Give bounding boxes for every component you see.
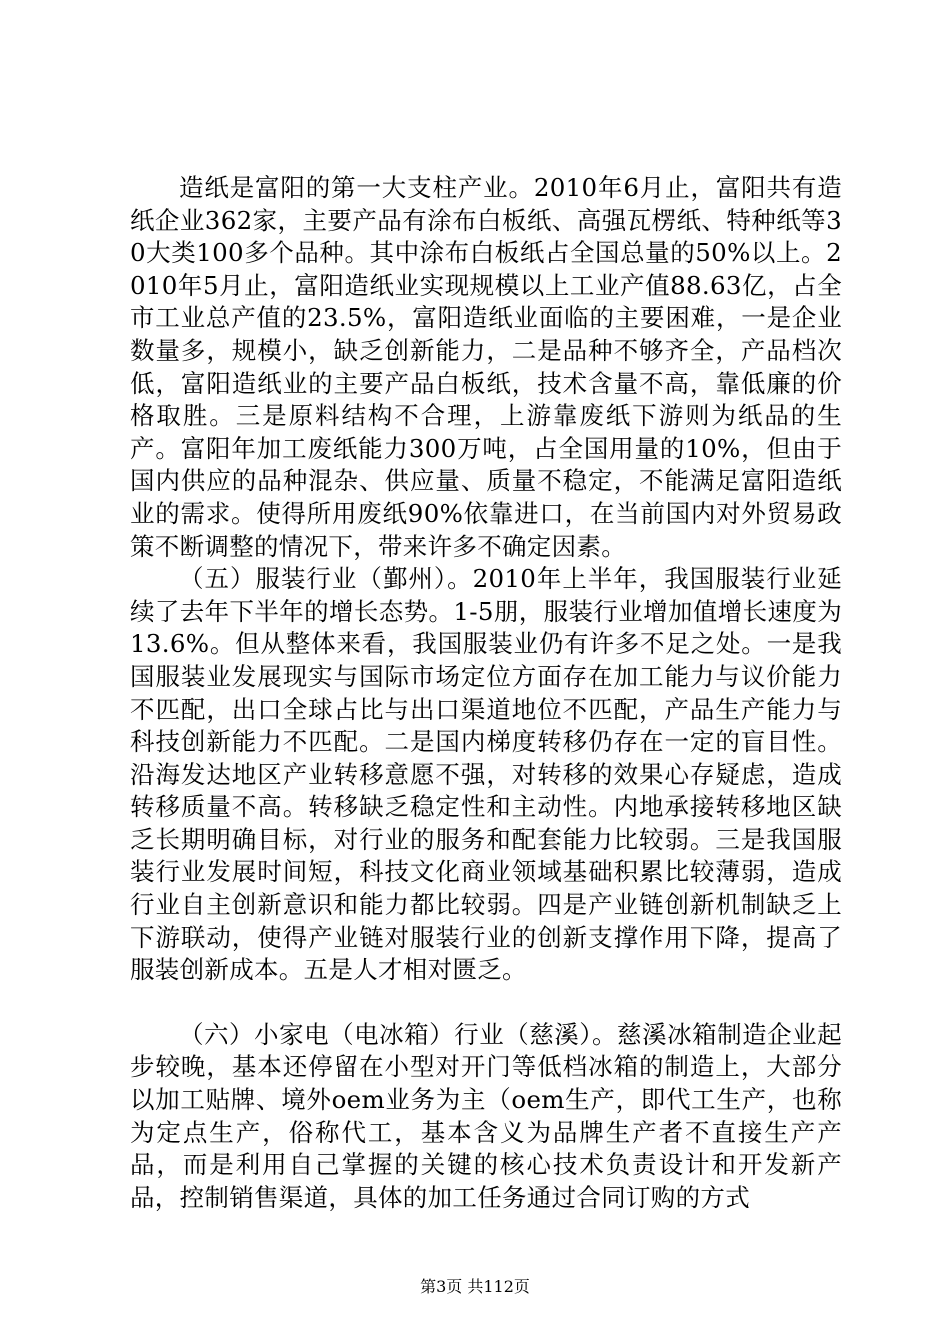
paragraph-small-appliance: （六）小家电（电冰箱）行业（慈溪）。慈溪冰箱制造企业起步较晚，基本还停留在小型对开门等低档冰箱的制造上，大部分以加工贴牌、境外oem业务为主（oem生产，即代工生产，也称为定点生产，俗称代工，基本含义为品牌生产者不直接生产产品，而是利用自己掌握的关键的核心技术负责设计和开发新产品，控制销售渠道，具体的加工任务通过合同订购的方式 <box>130 1019 842 1212</box>
page-number-footer: 第3页 共112页 <box>420 1277 530 1296</box>
document-body <box>130 172 842 1214</box>
paragraph-garment-industry: （五）服装行业（鄞州）。2010年上半年，我国服装行业延续了去年下半年的增长态势。1-5朋，服装行业增加值增长速度为13.6%。但从整体来看，我国服装业仍有许多不足之处。一是我国服装业发展现实与国际市场定位方面存在加工能力与议价能力不匹配，出口全球占比与出口渠道地位不匹配，产品生产能力与科技创新能力不匹配。二是国内梯度转移仍存在一定的盲目性。沿海发达地区产业转移意愿不强，对转移的效果心存疑虑，造成转移质量不高。转移缺乏稳定性和主动性。内地承接转移地区缺乏长期明确目标，对行业的服务和配套能力比较弱。三是我国服装行业发展时间短，科技文化商业领域基础积累比较薄弱，造成行业自主创新意识和能力都比较弱。四是产业链创新机制缺乏上下游联动，使得产业链对服装行业的创新支撑作用下降，提高了服装创新成本。五是人才相对匮乏。 <box>130 564 842 985</box>
paragraph-papermaking: 造纸是富阳的第一大支柱产业。2010年6月止，富阳共有造纸企业362家，主要产品有涂布白板纸、高强瓦楞纸、特种纸等30大类100多个品种。其中涂布白板纸占全国总量的50%以上。2010年5月止，富阳造纸业实现规模以上工业产值88.63亿，占全市工业总产值的23.5%，富阳造纸业面临的主要困难，一是企业数量多，规模小，缺乏创新能力，二是品种不够齐全，产品档次低，富阳造纸业的主要产品白板纸，技术含量不高，靠低廉的价格取胜。三是原料结构不合理，上游靠废纸下游则为纸品的生产。富阳年加工废纸能力300万吨，占全国用量的10%，但由于国内供应的品种混杂、供应量、质量不稳定，不能满足富阳造纸业的需求。使得所用废纸90%依靠进口，在当前国内对外贸易政策不断调整的情况下，带来许多不确定因素。 <box>130 173 842 561</box>
